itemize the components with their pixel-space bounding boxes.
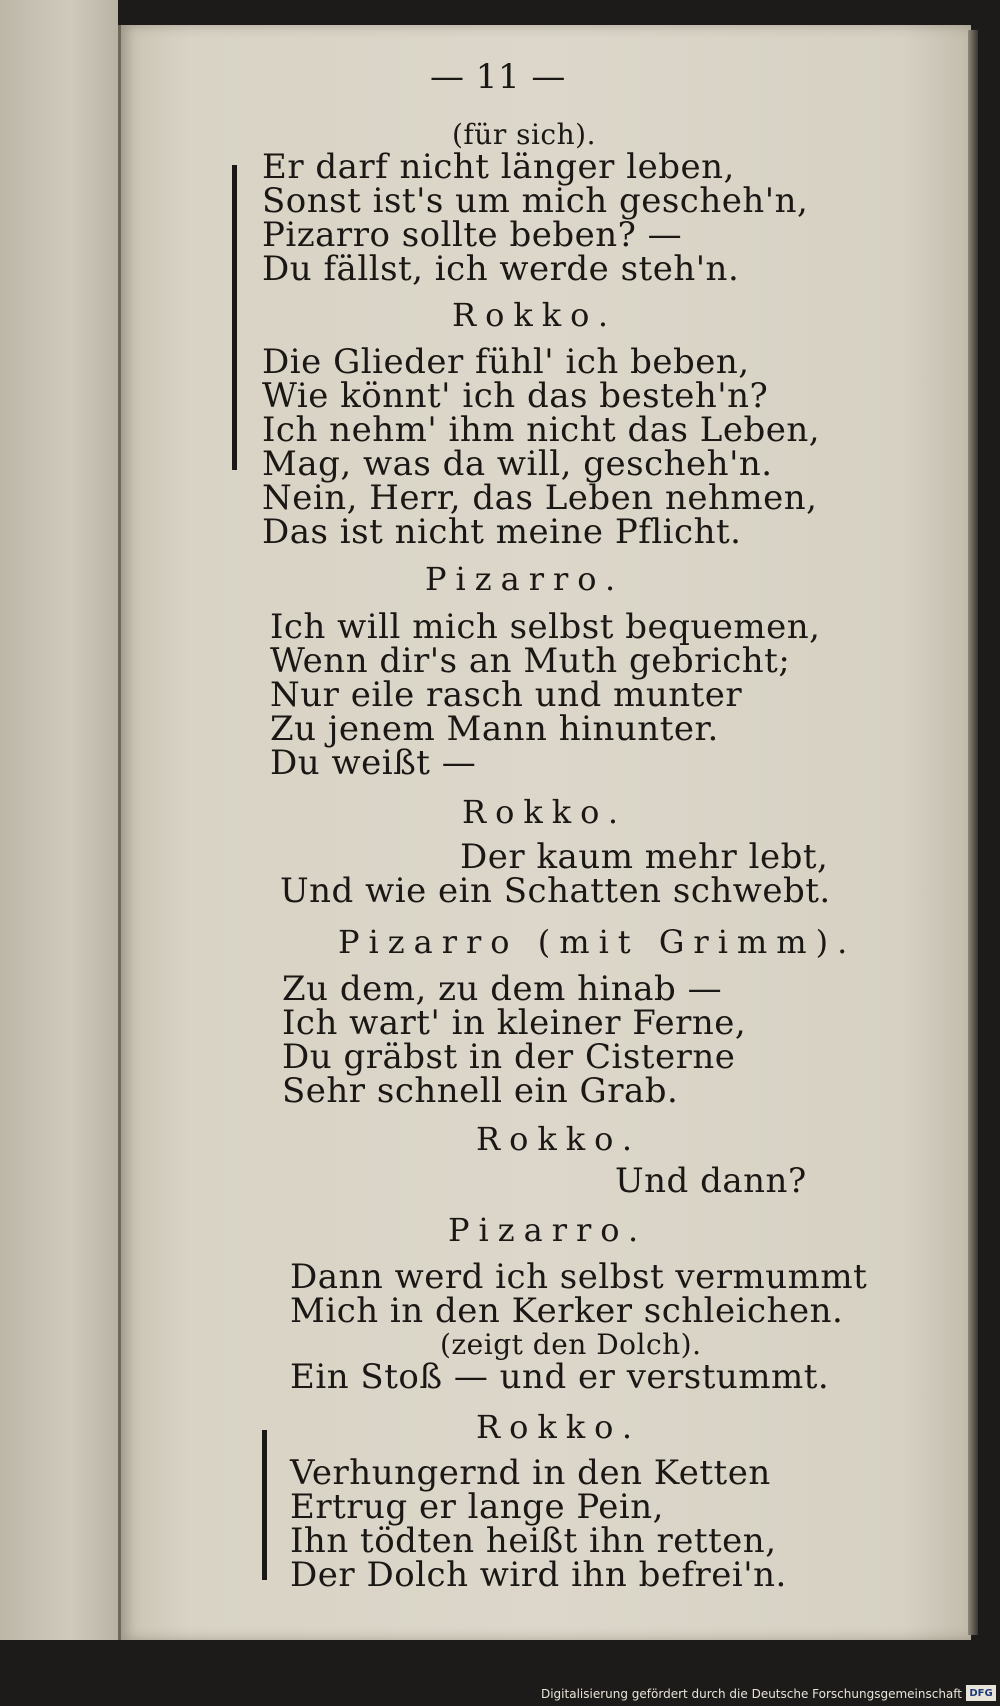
verse-line: Die Glieder fühl' ich beben, <box>262 342 750 382</box>
verse-brace <box>262 1430 267 1580</box>
dfg-logo-icon: DFG <box>966 1685 996 1701</box>
speaker-name: Pizarro. <box>425 560 625 598</box>
speaker-name: Pizarro. <box>448 1211 648 1249</box>
verse-line: Dann werd ich selbst vermummt <box>290 1257 868 1297</box>
verse-line: Du weißt — <box>270 743 477 783</box>
speaker-name: Rokko. <box>452 296 618 334</box>
verse-line: Sehr schnell ein Grab. <box>282 1071 679 1111</box>
speaker-name: Rokko. <box>476 1408 642 1446</box>
verse-line: Nur eile rasch und munter <box>270 675 743 715</box>
facing-page-edge <box>0 0 118 1640</box>
digitization-credit: Digitalisierung gefördert durch die Deutsche Forschungsgemeinschaft <box>540 1687 962 1701</box>
verse-brace <box>232 165 237 470</box>
verse-line: Sonst ist's um mich gescheh'n, <box>262 181 809 221</box>
verse-line: Ertrug er lange Pein, <box>290 1487 664 1527</box>
verse-line: Zu dem, zu dem hinab — <box>282 969 723 1009</box>
page-edge-shadow <box>968 30 978 1635</box>
verse-line: Du fällst, ich werde steh'n. <box>262 249 740 289</box>
speaker-name: Rokko. <box>462 793 628 831</box>
verse-line: Ein Stoß — und er verstummt. <box>290 1357 830 1397</box>
verse-line: Verhungernd in den Ketten <box>290 1453 771 1493</box>
stage-direction: (zeigt den Dolch). <box>440 1328 702 1361</box>
verse-line: Und dann? <box>615 1161 807 1201</box>
stage-direction: (für sich). <box>452 118 596 151</box>
verse-line: Zu jenem Mann hinunter. <box>270 709 719 749</box>
verse-line: Der Dolch wird ihn befrei'n. <box>290 1555 787 1595</box>
verse-line: Das ist nicht meine Pflicht. <box>262 512 742 552</box>
verse-line: Mich in den Kerker schleichen. <box>290 1291 844 1331</box>
verse-line: Ich wart' in kleiner Ferne, <box>282 1003 747 1043</box>
verse-line: Wie könnt' ich das besteh'n? <box>262 376 769 416</box>
verse-line: Du gräbst in der Cisterne <box>282 1037 736 1077</box>
verse-line: Ich will mich selbst bequemen, <box>270 607 821 647</box>
page-number: — 11 — <box>430 57 566 97</box>
verse-line: Und wie ein Schatten schwebt. <box>280 871 831 911</box>
verse-line: Pizarro sollte beben? — <box>262 215 683 255</box>
verse-line: Ihn tödten heißt ihn retten, <box>290 1521 777 1561</box>
verse-line: Mag, was da will, gescheh'n. <box>262 444 773 484</box>
speaker-name: Pizarro (mit Grimm). <box>338 923 857 961</box>
verse-line: Ich nehm' ihm nicht das Leben, <box>262 410 821 450</box>
speaker-name: Rokko. <box>476 1120 642 1158</box>
verse-line: Der kaum mehr lebt, <box>460 837 829 877</box>
verse-line: Wenn dir's an Muth gebricht; <box>270 641 791 681</box>
verse-line: Er darf nicht länger leben, <box>262 147 735 187</box>
verse-line: Nein, Herr, das Leben nehmen, <box>262 478 818 518</box>
